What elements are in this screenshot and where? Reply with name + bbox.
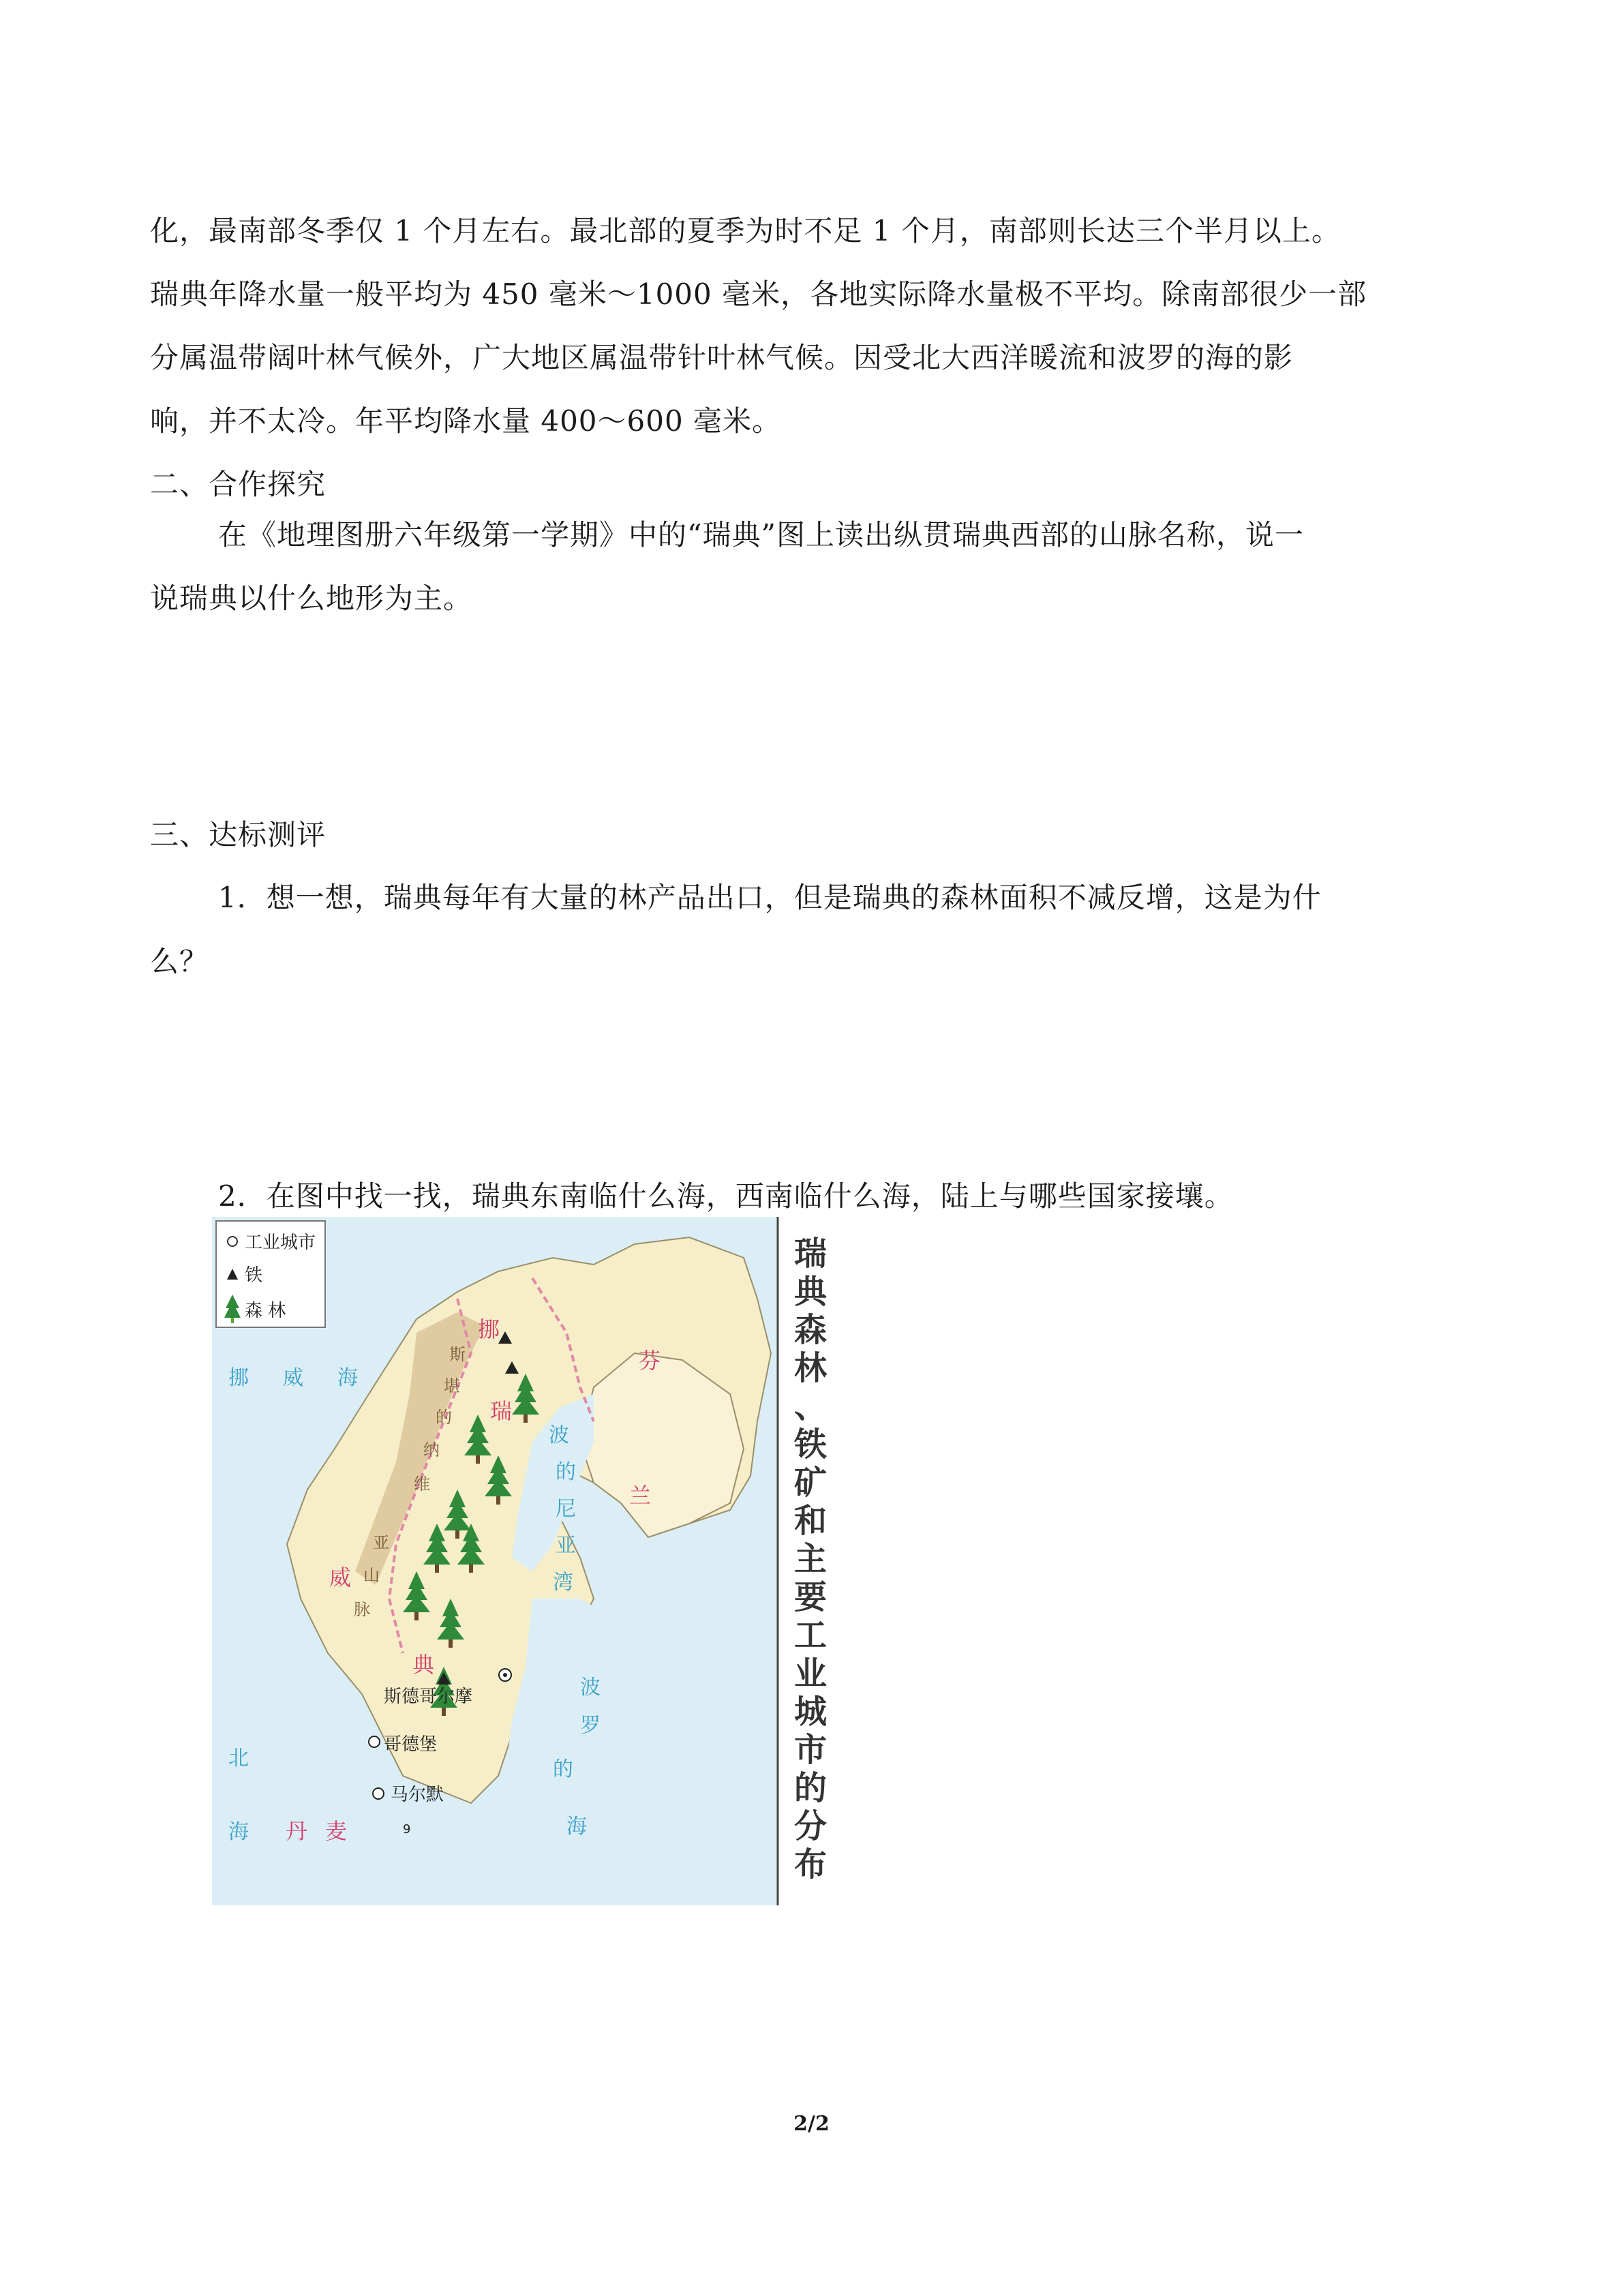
map-title-char: 瑞 xyxy=(793,1235,828,1273)
label-baltic-sea: 波 xyxy=(580,1676,601,1700)
map-title-char: 布 xyxy=(793,1845,828,1884)
legend-city-label: 工业城市 xyxy=(245,1233,316,1253)
map-title-char: 业 xyxy=(793,1655,828,1693)
label-gothenburg: 哥德堡 xyxy=(384,1734,438,1755)
map-title-char: 和 xyxy=(793,1502,828,1540)
paragraph-line: 化，最南部冬季仅 1 个月左右。最北部的夏季为时不足 1 个月，南部则长达三个半月以上。 xyxy=(150,214,1341,247)
label-denmark: 麦 xyxy=(325,1818,348,1844)
label-norwegian-sea: 海 xyxy=(337,1366,358,1390)
label-baltic-sea: 海 xyxy=(566,1815,587,1839)
label-mountains: 亚 xyxy=(373,1533,389,1552)
section-heading: 三、达标测评 xyxy=(150,818,327,851)
section-heading: 二、合作探究 xyxy=(150,468,327,501)
label-norway: 挪 xyxy=(478,1316,500,1342)
label-malmo: 马尔默 xyxy=(391,1785,444,1805)
paragraph-line: 分属温带阔叶林气候外，广大地区属温带针叶林气候。因受北大西洋暖流和波罗的海的影 xyxy=(150,341,1294,374)
label-norwegian-sea: 挪 xyxy=(228,1366,249,1390)
label-mountains: 斯 xyxy=(449,1345,466,1364)
label-mountains: 山 xyxy=(363,1566,380,1585)
paragraph-line: 瑞典年降水量一般平均为 450 毫米～1000 毫米，各地实际降水量极不平均。除南部很少一部 xyxy=(150,277,1367,311)
map-title-char: 矿 xyxy=(793,1464,828,1502)
map-title-char: 要 xyxy=(793,1578,828,1616)
city-marker-malmo xyxy=(373,1788,384,1799)
label-stockholm: 斯德哥尔摩 xyxy=(384,1687,473,1707)
question-line: 1．想一想，瑞典每年有大量的林产品出口，但是瑞典的森林面积不减反增，这是为什 xyxy=(218,881,1322,914)
paragraph-line: 在《地理图册六年级第一学期》中的“瑞典”图上读出纵贯瑞典西部的山脉名称，说一 xyxy=(218,518,1304,552)
paragraph-line: 响，并不太冷。年平均降水量 400～600 毫米。 xyxy=(150,404,782,438)
label-mountains: 的 xyxy=(436,1408,452,1427)
label-baltic-sea: 的 xyxy=(553,1757,573,1781)
sweden-map xyxy=(212,1217,844,1905)
label-sweden: 瑞 xyxy=(490,1398,513,1424)
page-number: 2/2 xyxy=(793,2112,830,2136)
map-title-char: 铁 xyxy=(793,1425,828,1464)
map-title-char: 森 xyxy=(793,1311,828,1349)
label-gulf-bothnia: 波 xyxy=(549,1423,569,1447)
label-north-sea: 海 xyxy=(228,1820,249,1844)
paragraph-line: 说瑞典以什么地形为主。 xyxy=(150,581,473,615)
label-finland: 芬 xyxy=(639,1348,661,1374)
label-mountains: 脉 xyxy=(354,1600,370,1619)
label-norway: 威 xyxy=(329,1565,352,1590)
label-gulf-bothnia: 尼 xyxy=(556,1497,576,1521)
map-title-char: 典 xyxy=(793,1273,828,1311)
legend-forest-label: 森 林 xyxy=(245,1301,286,1321)
label-sweden: 典 xyxy=(412,1652,435,1678)
label-baltic-sea: 罗 xyxy=(580,1714,601,1738)
label-mountains: 堪 xyxy=(444,1376,460,1395)
map-title xyxy=(793,1235,829,1884)
label-mountains: 维 xyxy=(414,1475,430,1494)
label-denmark: 丹 xyxy=(286,1818,308,1844)
city-marker-gothenburg xyxy=(369,1736,380,1747)
map-title-char: 分 xyxy=(793,1807,828,1845)
map-title-char: 工 xyxy=(793,1616,828,1655)
map-title-char: 主 xyxy=(793,1540,828,1578)
map-title-char: 、 xyxy=(793,1387,828,1425)
question-line: 2．在图中找一找，瑞典东南临什么海，西南临什么海，陆上与哪些国家接壤。 xyxy=(218,1179,1234,1213)
label-finland: 兰 xyxy=(629,1483,652,1509)
label-gulf-bothnia: 的 xyxy=(556,1460,576,1484)
map-title-char: 市 xyxy=(793,1731,828,1769)
map-title-char: 的 xyxy=(793,1769,828,1807)
label-norwegian-sea: 威 xyxy=(283,1366,303,1390)
label-north-sea: 北 xyxy=(228,1747,249,1770)
label-small-number: 9 xyxy=(403,1822,411,1837)
label-gulf-bothnia: 湾 xyxy=(553,1571,573,1595)
map-title-char: 林 xyxy=(793,1349,828,1387)
label-gulf-bothnia: 亚 xyxy=(556,1534,576,1558)
map-title-char: 城 xyxy=(793,1693,828,1731)
question-line: 么？ xyxy=(150,945,209,978)
legend-iron-label: 铁 xyxy=(245,1265,263,1286)
label-mountains: 纳 xyxy=(423,1440,440,1460)
